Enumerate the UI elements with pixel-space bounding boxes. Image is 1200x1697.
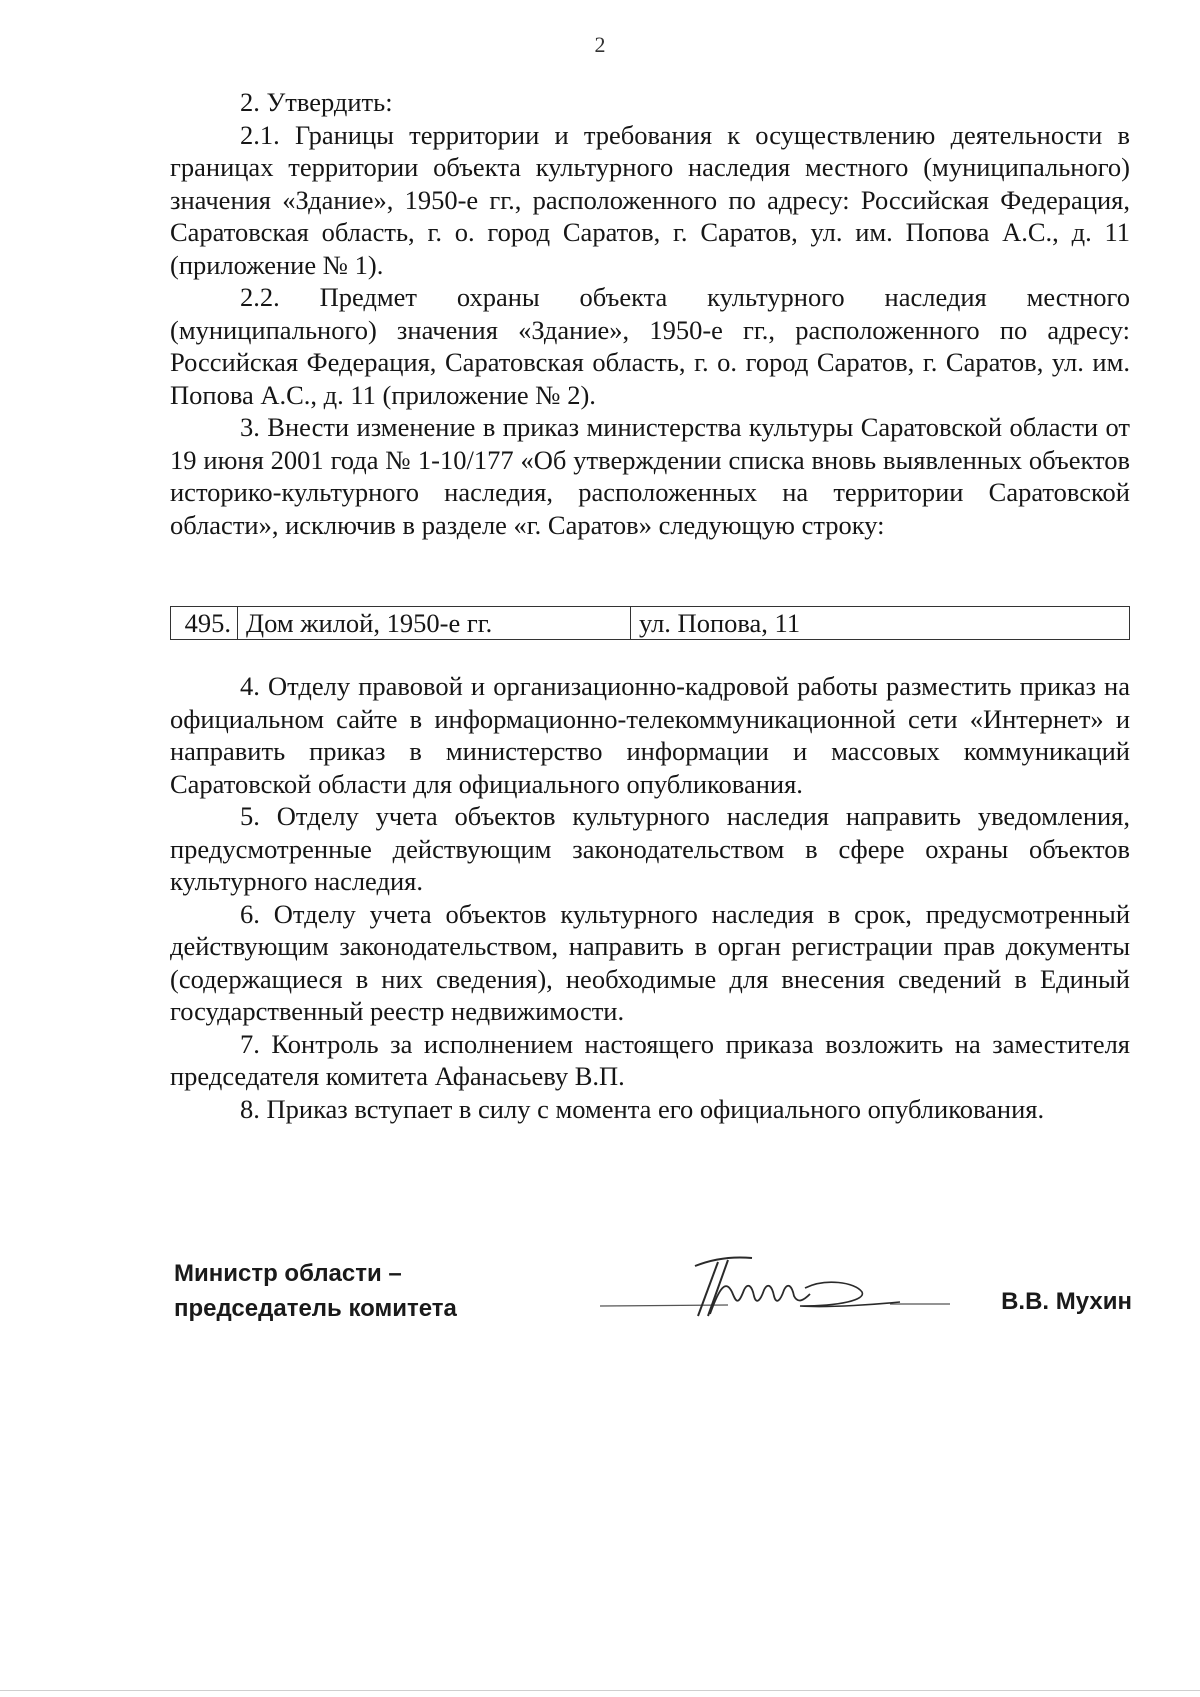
handwritten-signature <box>600 1246 950 1326</box>
paragraph-2-2: 2.2. Предмет охраны объекта культурного наследия местного (муниципального) значения «Здание», 1950-е гг., расположенного по адресу: Российская Федерация, Саратовская область, г. о. город Саратов, г. Саратов, ул. им. Попова А.С., д. 11 (приложение № 2). <box>170 282 1130 410</box>
paragraph-2: 2. Утвердить: <box>240 87 393 117</box>
document-body-lower <box>170 670 1130 1125</box>
paragraph-5: 5. Отделу учета объектов культурного наследия направить уведомления, предусмотренные действующим законодательством в сфере охраны объектов культурного наследия. <box>170 801 1130 896</box>
page-bottom-edge <box>0 1690 1200 1691</box>
paragraph-8: 8. Приказ вступает в силу с момента его официального опубликования. <box>240 1093 1045 1124</box>
paragraph-2-1: 2.1. Границы территории и требования к осуществлению деятельности в границах территории объекта культурного наследия местного (муниципального) значения «Здание», 1950-е гг., расположенного по адресу: Российская Федерация, Саратовская область, г. о. город Саратов, г. Саратов, ул. им. Попова А.С., д. 11 (приложение № 1). <box>170 119 1130 280</box>
signatory-name: В.В. Мухин <box>1001 1288 1132 1315</box>
page-number: 2 <box>594 32 606 57</box>
paragraph-3: 3. Внести изменение в приказ министерства культуры Саратовской области от 19 июня 2001 года № 1-10/177 «Об утверждении списка вновь выявленных объектов историко-культурного наследия, расположенных на территории Саратовской области», исключив в разделе «г. Саратов» следующую строку: <box>170 412 1130 540</box>
row-number-cell: 495. <box>171 607 238 640</box>
excluded-row-table <box>170 606 1130 640</box>
object-name-cell: Дом жилой, 1950-е гг. <box>238 607 631 640</box>
signatory-title-line-1: Министр области – <box>174 1260 402 1287</box>
table-row <box>171 607 1130 640</box>
signatory-title <box>174 1256 457 1326</box>
object-address-cell: ул. Попова, 11 <box>631 607 1130 640</box>
paragraph-7: 7. Контроль за исполнением настоящего приказа возложить на заместителя председателя комитета Афанасьеву В.П. <box>170 1028 1130 1091</box>
signatory-title-line-2: председатель комитета <box>174 1295 457 1322</box>
paragraph-4: 4. Отделу правовой и организационно-кадровой работы разместить приказ на официальном сайте в информационно-телекоммуникационной сети «Интернет» и направить приказ в министерство информации и массовых коммуникаций Саратовской области для официального опубликования. <box>170 671 1130 799</box>
paragraph-6: 6. Отделу учета объектов культурного наследия в срок, предусмотренный действующим законодательством, направить в орган регистрации прав документы (содержащиеся в них сведения), необходимые для внесения сведений в Единый государственный реестр недвижимости. <box>170 898 1130 1026</box>
document-body-upper <box>170 86 1130 541</box>
